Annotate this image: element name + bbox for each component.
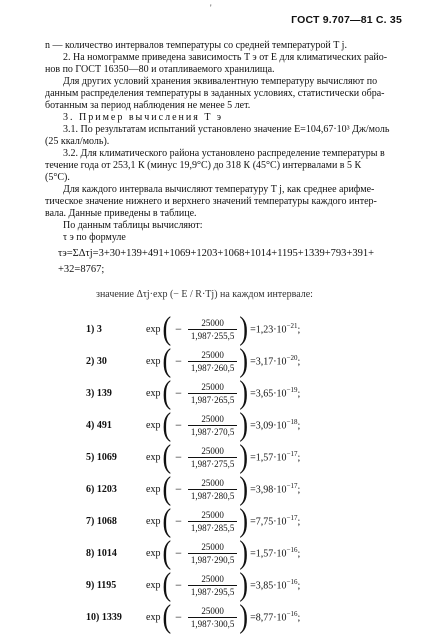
result-mantissa: =1,23·10: [250, 324, 287, 336]
minus-sign: −: [175, 321, 182, 336]
fraction: [188, 574, 238, 597]
denominator: 1,987·290,5: [188, 553, 238, 565]
minus-sign: −: [175, 545, 182, 560]
result-end: ;: [297, 388, 301, 400]
equation-row: [86, 502, 301, 539]
denominator: 1,987·275,5: [188, 457, 238, 469]
result-end: ;: [297, 452, 301, 464]
result-end: ;: [297, 612, 301, 624]
text-line: 2. На номограмме приведена зависимость T э от E для климатических райо-: [63, 52, 388, 63]
equation-row: [86, 534, 301, 571]
result-exponent: −16: [286, 610, 298, 619]
text-line: 3.1. По результатам испытаний установлено значение E=104,67·10³ Дж/моль: [63, 124, 390, 135]
section-heading: 3. Пример вычисления T э: [63, 112, 224, 123]
numerator: 25000: [201, 573, 224, 584]
equation-row: [86, 598, 301, 635]
minus-sign: −: [175, 417, 182, 432]
top-mark: ': [210, 3, 212, 13]
text-line: Для каждого интервала вычисляют температуру T j, как среднее арифме-: [63, 184, 375, 195]
text-line: 3.2. Для климатического района установлено распределение температуры в: [63, 148, 385, 159]
result-end: ;: [297, 548, 301, 560]
denominator: 1,987·255,5: [188, 329, 238, 341]
numerator: 25000: [201, 349, 224, 360]
text-line: τ э по формуле: [63, 232, 126, 243]
left-paren: (: [162, 566, 172, 603]
exp-function: exp: [146, 323, 161, 335]
fraction: [188, 350, 238, 373]
right-paren: ): [239, 438, 249, 475]
left-paren: (: [162, 310, 172, 347]
denominator: 1,987·280,5: [188, 489, 238, 501]
result-end: ;: [297, 484, 301, 496]
result-exponent: −19: [286, 386, 298, 395]
equation-row: [86, 406, 301, 443]
result-end: ;: [297, 356, 301, 368]
result-end: ;: [297, 516, 301, 528]
exp-function: exp: [146, 419, 161, 431]
equation-result: [250, 450, 300, 463]
right-paren: ): [239, 502, 249, 539]
equation-row: [86, 342, 301, 379]
right-paren: ): [239, 566, 249, 603]
equation-label: 9) 1195: [86, 579, 117, 591]
minus-sign: −: [175, 353, 182, 368]
equation-label: 6) 1203: [86, 483, 117, 495]
result-mantissa: =3,85·10: [250, 580, 287, 592]
minus-sign: −: [175, 577, 182, 592]
text-line: вала. Данные приведены в таблице.: [45, 208, 197, 219]
equation-label: 1) 3: [86, 323, 102, 335]
text-line: данным распределения температуры в заданных условиях, статистически обра-: [45, 88, 385, 99]
right-paren: ): [239, 406, 249, 443]
result-exponent: −16: [286, 578, 298, 587]
exp-function: exp: [146, 515, 161, 527]
result-exponent: −20: [286, 354, 298, 363]
text-line: Для других условий хранения эквивалентную температуру вычисляют по: [63, 76, 378, 87]
equation-result: [250, 482, 300, 495]
exp-function: exp: [146, 387, 161, 399]
text-line: (5°С).: [45, 172, 70, 183]
left-paren: (: [162, 406, 172, 443]
minus-sign: −: [175, 449, 182, 464]
right-paren: ): [239, 342, 249, 379]
result-mantissa: =3,09·10: [250, 420, 287, 432]
equation-label: 10) 1339: [86, 611, 122, 623]
minus-sign: −: [175, 385, 182, 400]
result-mantissa: =7,75·10: [250, 516, 287, 528]
right-paren: ): [239, 374, 249, 411]
result-mantissa: =3,98·10: [250, 484, 287, 496]
equation-row: [86, 438, 301, 475]
fraction: [188, 318, 238, 341]
result-mantissa: =3,65·10: [250, 388, 287, 400]
denominator: 1,987·260,5: [188, 361, 238, 373]
equation-row: [86, 374, 301, 411]
right-paren: ): [239, 470, 249, 507]
minus-sign: −: [175, 513, 182, 528]
page-header: ГОСТ 9.707—81 С. 35: [291, 14, 402, 26]
result-mantissa: =1,57·10: [250, 452, 287, 464]
exp-function: exp: [146, 579, 161, 591]
text-line: тическое значение нижнего и верхнего значений температуры каждого интер-: [45, 196, 377, 207]
result-mantissa: =1,57·10: [250, 548, 287, 560]
equation-row: [86, 566, 301, 603]
equation-result: [250, 354, 300, 367]
left-paren: (: [162, 438, 172, 475]
equation-row: [86, 310, 301, 347]
text-line: (25 ккал/моль).: [45, 136, 110, 147]
denominator: 1,987·295,5: [188, 585, 238, 597]
fraction: [188, 382, 238, 405]
equation-result: [250, 322, 300, 335]
numerator: 25000: [201, 413, 224, 424]
denominator: 1,987·285,5: [188, 521, 238, 533]
equation-result: [250, 546, 300, 559]
result-exponent: −16: [286, 546, 298, 555]
numerator: 25000: [201, 541, 224, 552]
sum-formula-line-1: τэ=ΣΔτj=3+30+139+491+1069+1203+1068+1014+1195+1339+793+391+: [58, 248, 374, 259]
equation-row: [86, 470, 301, 507]
fraction: [188, 446, 238, 469]
exp-function: exp: [146, 355, 161, 367]
text-line: ботанным за период наблюдения не менее 5 лет.: [45, 100, 251, 111]
left-paren: (: [162, 374, 172, 411]
text-line: По данным таблицы вычисляют:: [63, 220, 203, 231]
left-paren: (: [162, 342, 172, 379]
equation-result: [250, 418, 300, 431]
fraction: [188, 542, 238, 565]
denominator: 1,987·300,5: [188, 617, 238, 629]
sum-formula-line-2: +32=8767;: [58, 264, 105, 275]
equation-label: 2) 30: [86, 355, 107, 367]
result-exponent: −18: [286, 418, 298, 427]
exp-function: exp: [146, 483, 161, 495]
result-exponent: −21: [286, 322, 298, 331]
equation-label: 3) 139: [86, 387, 112, 399]
equation-result: [250, 386, 300, 399]
result-exponent: −17: [286, 514, 298, 523]
equation-label: 7) 1068: [86, 515, 117, 527]
fraction: [188, 606, 238, 629]
minus-sign: −: [175, 609, 182, 624]
intro-text: [45, 40, 400, 244]
value-caption: значение Δτj·exp (− E / R·Tj) на каждом интервале:: [96, 289, 313, 300]
exp-function: exp: [146, 451, 161, 463]
result-end: ;: [297, 420, 301, 432]
right-paren: ): [239, 598, 249, 635]
denominator: 1,987·270,5: [188, 425, 238, 437]
equation-result: [250, 514, 300, 527]
result-mantissa: =3,17·10: [250, 356, 287, 368]
result-mantissa: =8,77·10: [250, 612, 287, 624]
numerator: 25000: [201, 317, 224, 328]
fraction: [188, 414, 238, 437]
text-line: течение года от 253,1 К (минус 19,9°С) до 318 К (45°С) интервалами в 5 К: [45, 160, 362, 171]
numerator: 25000: [201, 381, 224, 392]
equation-result: [250, 578, 300, 591]
text-line: n — количество интервалов температуры со средней температурой T j.: [45, 40, 347, 51]
minus-sign: −: [175, 481, 182, 496]
denominator: 1,987·265,5: [188, 393, 238, 405]
result-exponent: −17: [286, 450, 298, 459]
equation-label: 5) 1069: [86, 451, 117, 463]
result-exponent: −17: [286, 482, 298, 491]
exp-function: exp: [146, 547, 161, 559]
result-end: ;: [297, 580, 301, 592]
right-paren: ): [239, 534, 249, 571]
left-paren: (: [162, 598, 172, 635]
left-paren: (: [162, 470, 172, 507]
exp-function: exp: [146, 611, 161, 623]
numerator: 25000: [201, 605, 224, 616]
equation-label: 4) 491: [86, 419, 112, 431]
right-paren: ): [239, 310, 249, 347]
left-paren: (: [162, 502, 172, 539]
equation-label: 8) 1014: [86, 547, 117, 559]
result-end: ;: [297, 324, 301, 336]
numerator: 25000: [201, 445, 224, 456]
fraction: [188, 510, 238, 533]
text-line: нов по ГОСТ 16350—80 и отапливаемого хранилища.: [45, 64, 275, 75]
numerator: 25000: [201, 477, 224, 488]
numerator: 25000: [201, 509, 224, 520]
left-paren: (: [162, 534, 172, 571]
equation-result: [250, 610, 300, 623]
fraction: [188, 478, 238, 501]
